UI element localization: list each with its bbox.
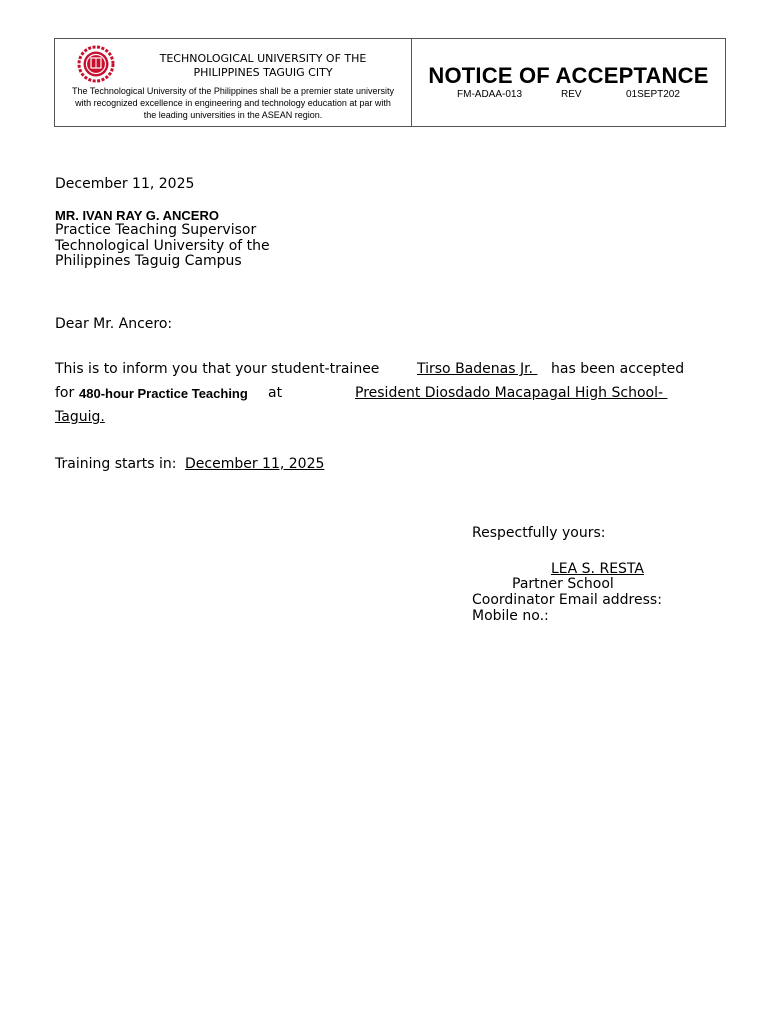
mobile-label: Mobile no.: [472,608,549,624]
body-for: for [55,385,75,401]
signatory-role-line1: Partner School [512,576,614,592]
university-name-line2: PHILIPPINES TAGUIG CITY [193,66,333,79]
title-block [412,39,725,126]
training-date: December 11, 2025 [185,456,325,472]
body-intro: This is to inform you that your student-trainee [55,361,380,377]
recipient-title: Practice Teaching Supervisor [55,222,257,238]
body-at: at [268,385,283,401]
university-block [55,39,412,126]
recipient-org-line2: Philippines Taguig Campus [55,253,242,269]
salutation: Dear Mr. Ancero: [55,316,173,332]
recipient-org-line1: Technological University of the [55,238,270,254]
document-title: NOTICE OF ACCEPTANCE [428,63,709,88]
school-name-line2: Taguig. [55,409,105,425]
signatory-name: LEA S. RESTA [551,561,644,577]
revision-label: REV [561,89,582,100]
university-seal-icon [77,45,115,83]
form-code: FM-ADAA-013 [457,89,523,100]
vision-line2: with recognized excellence in engineering and technology education at par with [75,98,391,108]
signatory-role-line2: Coordinator Email address: [472,592,662,608]
closing: Respectfully yours: [472,525,606,541]
body-accepted: has been accepted [551,361,685,377]
letter-date: December 11, 2025 [55,176,195,192]
vision-line3: the leading universities in the ASEAN region. [143,110,323,120]
vision-statement [59,85,407,121]
school-name-line1: President Diosdado Macapagal High School- [355,385,668,401]
trainee-name: Tirso Badenas Jr. [417,361,538,377]
university-name-line1: TECHNOLOGICAL UNIVERSITY OF THE [159,52,367,65]
recipient-name: MR. IVAN RAY G. ANCERO [55,208,219,223]
university-name [115,52,411,80]
vision-line1: The Technological University of the Philippines shall be a premier state university [72,86,394,96]
training-label: Training starts in: [55,456,177,472]
revision-date: 01SEPT202 [626,89,680,100]
program-name: 480-hour Practice Teaching [79,386,248,401]
document-header [54,38,726,127]
